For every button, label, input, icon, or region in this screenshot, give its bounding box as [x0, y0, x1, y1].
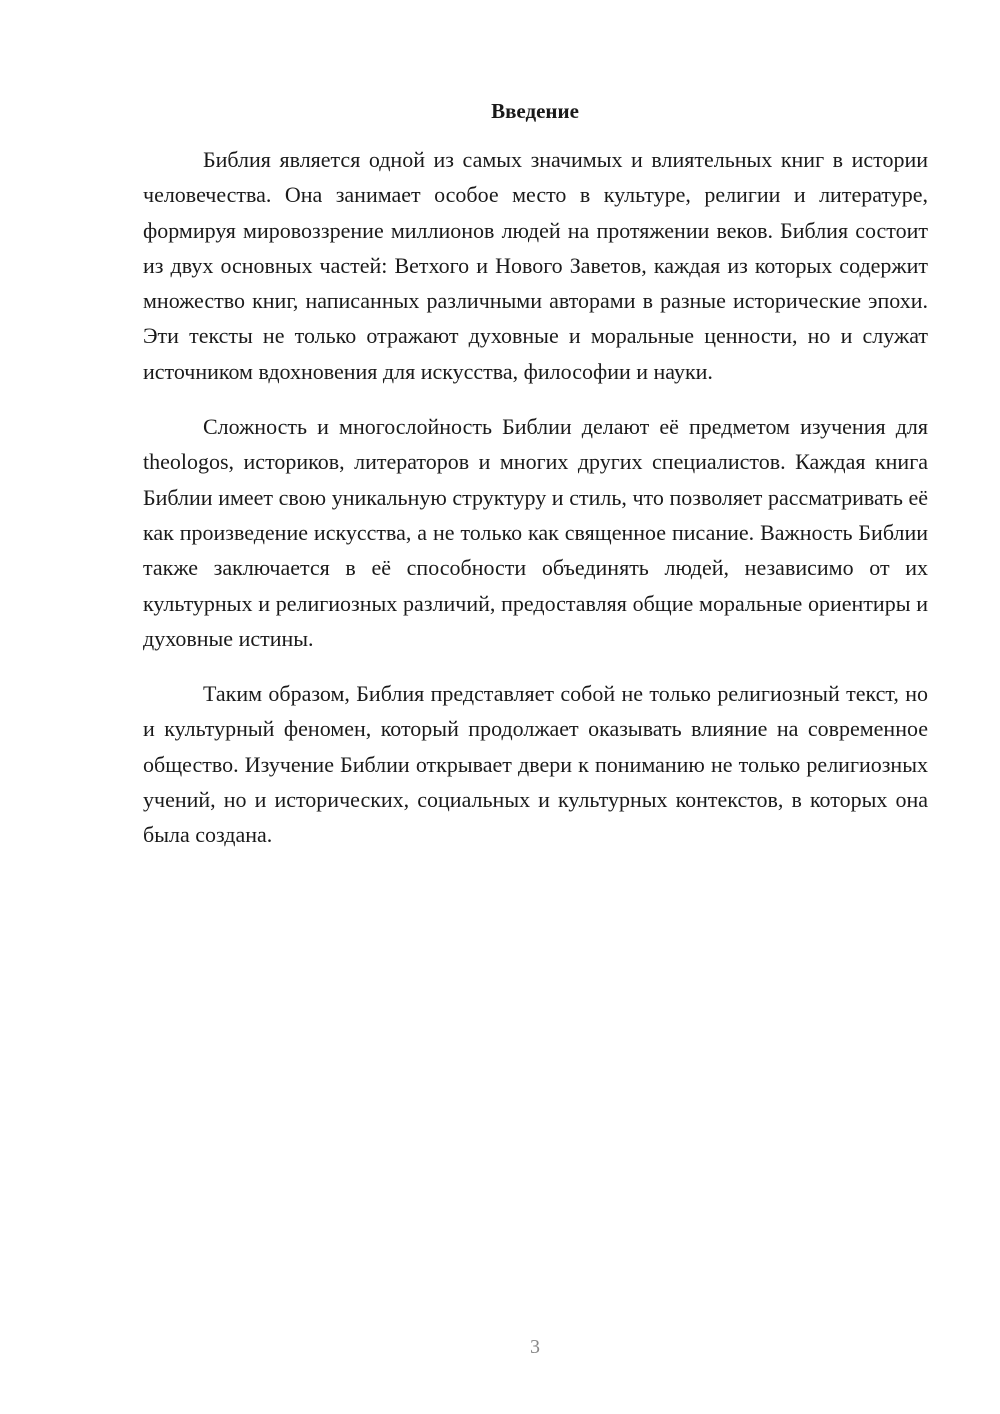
paragraph-3: Таким образом, Библия представляет собой не только религиозный текст, но и культурный феномен, который продолжает оказывать влияние на современное общество. Изучение Библии открывает двери к пониманию не только религиозных учений, но и исторических, социальных и культурных контекстов, в которых она была создана.	[143, 681, 928, 848]
body-text	[143, 142, 928, 853]
paragraph-1: Библия является одной из самых значимых и влиятельных книг в истории человечества. Она занимает особое место в культуре, религии и литературе, формируя мировоззрение миллионов людей на протяжении веков. Библия состоит из двух основных частей: Ветхого и Нового Заветов, каждая из которых содержит множество книг, написанных различными авторами в разные исторические эпохи. Эти тексты не только отражают духовные и моральные ценности, но и служат источником вдохновения для искусства, философии и науки.	[143, 147, 928, 384]
page-number: 3	[530, 1336, 540, 1358]
section-heading: Введение	[491, 99, 579, 123]
paragraph-2: Сложность и многослойность Библии делают её предметом изучения для theologos, историков, литераторов и многих других специалистов. Каждая книга Библии имеет свою уникальную структуру и стиль, что позволяет рассматривать её как произведение искусства, а не только как священное писание. Важность Библии также заключается в её способности объединять людей, независимо от их культурных и религиозных различий, предоставляя общие моральные ориентиры и духовные истины.	[143, 414, 928, 651]
